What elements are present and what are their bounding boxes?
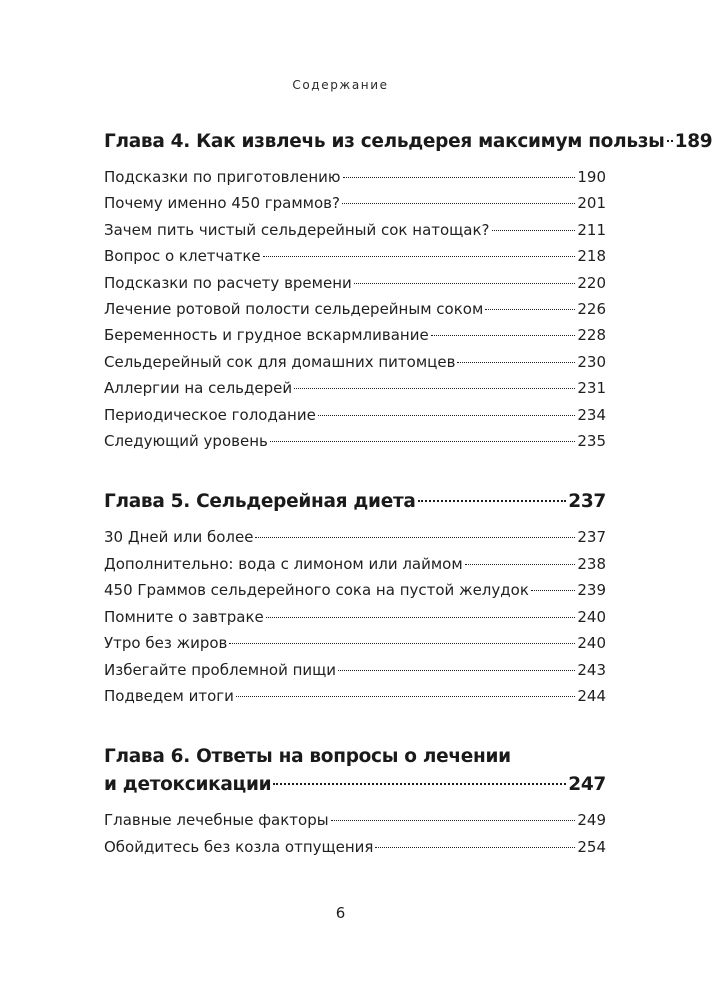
dot-leader: [465, 564, 576, 565]
entry-title: Главные лечебные факторы: [104, 811, 329, 830]
entry-page-number: 230: [577, 352, 606, 371]
entry-page-number: 218: [577, 247, 606, 266]
dot-leader: [485, 309, 575, 310]
toc-entry[interactable]: [104, 322, 606, 348]
page-number: 6: [335, 904, 346, 922]
entry-page-number: 226: [577, 300, 606, 319]
toc-entry[interactable]: [104, 657, 606, 683]
dot-leader: [431, 335, 576, 336]
entry-page-number: 239: [577, 581, 606, 600]
entry-title: Подсказки по приготовлению: [104, 168, 341, 186]
dot-leader: [457, 362, 575, 363]
toc-entry[interactable]: [104, 190, 606, 216]
dot-leader: [492, 230, 576, 231]
entry-title: Вопрос о клетчатке: [104, 247, 261, 266]
entry-page-number: 244: [577, 686, 606, 705]
entry-page-number: 243: [577, 660, 606, 679]
chapter-entries: [104, 807, 606, 860]
dot-leader: [667, 140, 673, 142]
chapter-page-number: 237: [568, 491, 606, 513]
entry-page-number: 234: [577, 405, 606, 424]
toc-entry[interactable]: [104, 604, 606, 630]
entry-page-number: 211: [577, 220, 606, 239]
chapter-title-text: Глава 4. Как извлечь из сельдерея максимум пользы: [104, 131, 665, 152]
entry-title: Периодическое голодание: [104, 405, 316, 424]
toc-entry[interactable]: [104, 807, 606, 833]
entry-page-number: 190: [577, 168, 606, 186]
chapter-entries: [104, 524, 606, 709]
toc-entry[interactable]: [104, 630, 606, 656]
toc-entry[interactable]: [104, 375, 606, 401]
entry-title: Почему именно 450 граммов?: [104, 194, 340, 213]
toc-entry[interactable]: [104, 428, 606, 454]
entry-title: Беременность и грудное вскармливание: [104, 326, 429, 345]
dot-leader: [294, 388, 575, 389]
dot-leader: [531, 590, 575, 591]
dot-leader: [342, 203, 575, 204]
toc-entry[interactable]: [104, 551, 606, 577]
dot-leader: [343, 177, 576, 178]
chapter-title-text: Глава 5. Сельдерейная диета: [104, 491, 416, 513]
entry-title: 30 Дней или более: [104, 528, 254, 547]
entry-title: Утро без жиров: [104, 634, 228, 653]
entry-page-number: 238: [577, 554, 606, 573]
toc-entry[interactable]: [104, 524, 606, 550]
entry-title: Дополнительно: вода с лимоном или лаймом: [104, 554, 463, 573]
toc-entry[interactable]: [104, 349, 606, 375]
dot-leader: [229, 643, 575, 644]
toc-entry[interactable]: [104, 243, 606, 269]
entry-page-number: 237: [577, 528, 606, 547]
toc-entry[interactable]: [104, 164, 606, 190]
dot-leader: [266, 617, 576, 618]
chapter-title[interactable]: [104, 128, 712, 160]
dot-leader: [375, 847, 575, 848]
entry-title: Избегайте проблемной пищи: [104, 660, 337, 679]
entry-title: Помните о завтраке: [104, 607, 264, 626]
toc-entry[interactable]: [104, 296, 606, 322]
toc-entry[interactable]: [104, 270, 606, 296]
entry-page-number: 254: [577, 837, 606, 856]
entry-page-number: 220: [577, 273, 606, 292]
entry-title: Обойдитесь без козла отпущения: [104, 837, 374, 856]
entry-page-number: 231: [577, 379, 606, 398]
entry-page-number: 249: [577, 811, 606, 830]
entry-title: Следующий уровень: [104, 432, 268, 451]
entry-title: Лечение ротовой полости сельдерейным соком: [104, 300, 484, 319]
entry-title: 450 Граммов сельдерейного сока на пустой желудок: [104, 581, 529, 600]
chapter-entries: [104, 164, 606, 454]
chapter-title-line-1: Глава 6. Ответы на вопросы о лечении: [104, 746, 511, 768]
dot-leader: [273, 783, 566, 785]
chapter-page-number: 189: [674, 131, 712, 152]
chapter-page-number: 247: [568, 774, 606, 796]
chapter-6: [104, 743, 606, 860]
toc-entry[interactable]: [104, 834, 606, 860]
dot-leader: [255, 537, 575, 538]
entry-title: Аллергии на сельдерей: [104, 379, 293, 398]
dot-leader: [270, 441, 576, 442]
toc-entry[interactable]: [104, 683, 606, 709]
dot-leader: [418, 500, 567, 502]
dot-leader: [331, 820, 576, 821]
entry-title: Подсказки по расчету времени: [104, 273, 352, 292]
entry-page-number: 240: [577, 634, 606, 653]
chapter-title[interactable]: [104, 743, 606, 803]
running-head: Содержание: [292, 78, 389, 92]
entry-page-number: 228: [577, 326, 606, 345]
entry-title: Подведем итоги: [104, 686, 234, 705]
chapter-title-text: и детоксикации: [104, 774, 272, 796]
toc-entry[interactable]: [104, 577, 606, 603]
chapter-5: [104, 488, 606, 709]
toc-entry[interactable]: [104, 402, 606, 428]
entry-page-number: 201: [577, 194, 606, 213]
toc-entry[interactable]: [104, 217, 606, 243]
entry-title: Зачем пить чистый сельдерейный сок натощак?: [104, 220, 490, 239]
chapter-title[interactable]: [104, 488, 606, 520]
dot-leader: [318, 415, 576, 416]
table-of-contents: [104, 128, 712, 894]
dot-leader: [236, 696, 575, 697]
dot-leader: [263, 256, 576, 257]
entry-page-number: 240: [577, 607, 606, 626]
dot-leader: [354, 283, 576, 284]
chapter-4: [104, 128, 712, 454]
entry-page-number: 235: [577, 432, 606, 451]
dot-leader: [338, 670, 575, 671]
entry-title: Сельдерейный сок для домашних питомцев: [104, 352, 456, 371]
